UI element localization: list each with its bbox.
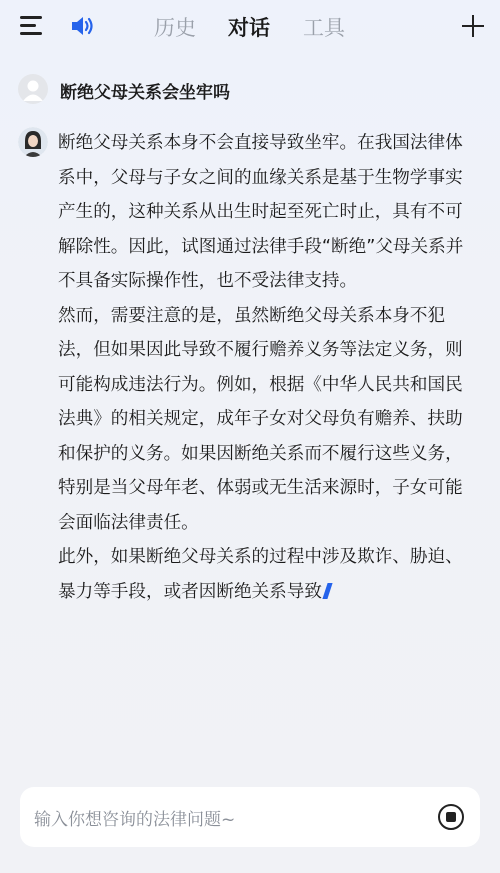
input-placeholder: 输入你想咨询的法律问题~ <box>34 810 236 830</box>
tab-tools[interactable]: 工具 <box>303 16 345 40</box>
question-input[interactable] <box>20 787 480 847</box>
assistant-avatar <box>18 127 48 157</box>
menu-icon[interactable] <box>20 16 44 36</box>
new-chat-plus-icon[interactable] <box>462 15 484 37</box>
user-avatar <box>18 74 48 104</box>
answer-paragraph-text: 此外，如果断绝父母关系的过程中涉及欺诈、胁迫、暴力等手段，或者因断绝关系导致 <box>58 547 463 602</box>
speaker-icon[interactable] <box>70 14 96 38</box>
assistant-answer <box>58 126 480 609</box>
tab-chat[interactable]: 对话 <box>228 16 270 40</box>
answer-paragraph: 断绝父母关系本身不会直接导致坐牢。在我国法律体系中，父母与子女之间的血缘关系是基于生物学事实产生的，这种关系从出生时起至死亡时止，具有不可解除性。因此，试图通过法律手段“断绝”父母关系并不具备实际操作性，也不受法律支持。 <box>58 133 464 291</box>
answer-paragraph: 然而，需要注意的是，虽然断绝父母关系本身不犯法，但如果因此导致不履行赡养义务等法定义务，则可能构成违法行为。例如，根据《中华人民共和国民法典》的相关规定，成年子女对父母负有赡养、扶助和保护的义务。如果因断绝关系而不履行这些义务，特别是当父母年老、体弱或无生活来源时，子女可能会面临法律责任。 <box>58 305 463 533</box>
tab-history[interactable]: 历史 <box>154 16 196 40</box>
stop-icon <box>446 812 456 822</box>
assistant-portrait-icon <box>18 127 48 157</box>
typing-cursor <box>322 583 332 599</box>
stop-button[interactable] <box>438 804 464 830</box>
top-bar <box>0 0 500 52</box>
answer-paragraph <box>58 540 480 609</box>
user-question-text: 断绝父母关系会坐牢吗 <box>60 83 230 103</box>
user-silhouette-icon <box>18 74 48 104</box>
